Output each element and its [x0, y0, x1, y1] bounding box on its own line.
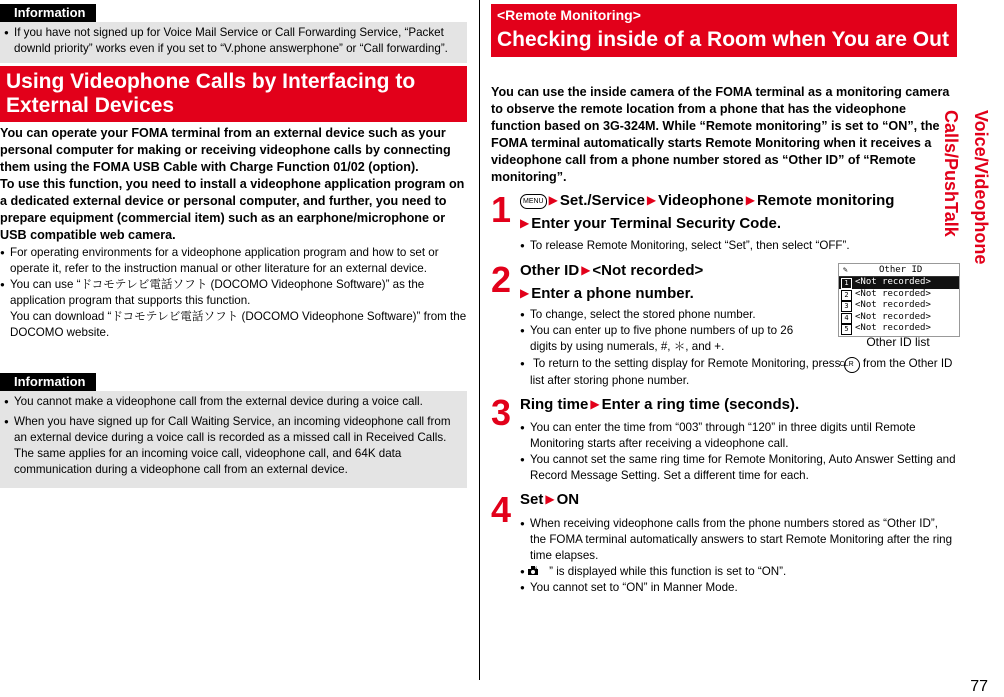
- step-number: 4: [491, 489, 512, 530]
- info-bullet: ● When you have signed up for Call Waiting Service, an incoming videophone call from an external device during a voice call is recorded as a missed call in Received Calls.: [4, 414, 463, 446]
- step-4-bullet: ● When receiving videophone calls from the phone numbers stored as “Other ID”, the FOMA terminal automatically answers to start Remote Monitoring after the ring time elapses.: [520, 516, 956, 564]
- step-2-item: <Not recorded>: [592, 262, 704, 279]
- step-1-bullet: ● To release Remote Monitoring, select “Set”, then select “OFF”.: [520, 238, 970, 254]
- menu-key-icon: MENU: [520, 194, 547, 209]
- remote-monitoring-icon: [537, 565, 549, 576]
- step-number: 3: [491, 392, 512, 433]
- step-4-bullet: ● ” is displayed while this function is set to “ON”.: [520, 564, 956, 580]
- right-title: Checking inside of a Room when You are Out: [497, 28, 949, 51]
- info-bullet: ● If you have not signed up for Voice Mail Service or Call Forwarding Service, “Packet downld priority” works even if you set to “V.phone answerphone” or “Call forwarding”.: [4, 25, 463, 57]
- step-2-item: Enter a phone number.: [531, 285, 694, 302]
- step-2-bullet: ● To return to the setting display for Remote Monitoring, press CLR from the Other ID list after storing phone number.: [520, 356, 966, 389]
- step-4-bullet: ● You cannot set to “ON” in Manner Mode.: [520, 580, 956, 596]
- step-4-item: ON: [556, 491, 580, 508]
- screen-title: ✎ Other ID: [839, 264, 959, 277]
- left-body: [0, 125, 467, 341]
- arrow-icon: ▶: [646, 193, 657, 207]
- other-id-screen: [838, 263, 960, 337]
- intro-paragraph: You can operate your FOMA terminal from an external device such as your personal computer for making or receiving videophone calls by connecting them using the FOMA USB Cable with Charge Function 01/02 (option).: [0, 126, 451, 174]
- arrow-icon: ▶: [548, 193, 558, 207]
- column-divider: [479, 0, 480, 680]
- step-1-item: Remote monitoring: [756, 192, 895, 209]
- step-4-item: Set: [520, 491, 544, 508]
- info-label: Information: [0, 373, 96, 391]
- step-3-item: Ring time: [520, 396, 589, 413]
- step-1-text: [520, 189, 960, 235]
- step-3-item: Enter a ring time (seconds).: [601, 396, 800, 413]
- list-item: 2 <Not recorded>: [839, 289, 959, 301]
- arrow-icon: ▶: [520, 216, 530, 230]
- info-label: Information: [0, 4, 96, 22]
- page-number: 77: [970, 678, 988, 695]
- body-bullet: ● For operating environments for a videophone application program and how to set or operate it, refer to the instruction manual or other literature for an external device.: [0, 245, 467, 277]
- body-bullet-cont: You can download “ドコモテレビ電話ソフト (DOCOMO Videophone Software)” from the DOCOMO website.: [10, 310, 467, 339]
- step-3-bullet: ● You can enter the time from “003” through “120” in three digits until Remote Monitoring starts after receiving a videophone call.: [520, 420, 956, 452]
- side-section-title: Voice/Videophone Calls/PushTalk: [941, 110, 991, 265]
- arrow-icon: ▶: [590, 397, 600, 411]
- list-item: 5 <Not recorded>: [839, 323, 959, 335]
- step-1-item: Videophone: [658, 192, 744, 209]
- step-2-bullet: ● To change, select the stored phone number.: [520, 307, 815, 323]
- right-header: [491, 4, 957, 57]
- clr-key-icon: CLR: [844, 357, 860, 373]
- step-2-text: [520, 259, 820, 305]
- list-item: 3 <Not recorded>: [839, 300, 959, 312]
- step-1-item: Enter your Terminal Security Code.: [531, 215, 782, 232]
- arrow-icon: ▶: [745, 193, 755, 207]
- sub-label: <Remote Monitoring>: [497, 7, 641, 23]
- info-box-1: [0, 4, 467, 63]
- intro-paragraph-2: To use this function, you need to install a videophone application program on a dedicated external device or personal computer, and further, you need to prepare equipment (commercial item) such as an earphone/microphone or USB compatible web camera.: [0, 177, 465, 242]
- arrow-icon: ▶: [581, 263, 591, 277]
- step-2-bullets: [520, 307, 815, 355]
- info-bullet: ● You cannot make a videophone call from the external device during a voice call.: [4, 394, 463, 410]
- step-3-text: [520, 393, 960, 416]
- list-item: 4 <Not recorded>: [839, 312, 959, 324]
- step-number: 2: [491, 259, 512, 300]
- step-1-item: Set./Service: [559, 192, 645, 209]
- info-box-2: [0, 373, 467, 488]
- right-intro: You can use the inside camera of the FOMA terminal as a monitoring camera to observe the remote location from a phone that has the videophone function based on 3G-324M. While “Remote monitoring” is set to “ON”, the FOMA terminal automatically starts Remote Monitoring when it receives a videophone call from a phone number stored as “Other ID” of “Remote monitoring”.: [491, 85, 950, 184]
- arrow-icon: ▶: [545, 492, 555, 506]
- step-4-bullets: [520, 516, 956, 596]
- list-item: 1 <Not recorded>: [839, 277, 959, 289]
- step-3-bullets: [520, 420, 956, 484]
- step-2-bullet: ● You can enter up to five phone numbers of up to 26 digits by using numerals, #, ＊, and +.: [520, 323, 815, 355]
- body-bullet: ● You can use “ドコモテレビ電話ソフト (DOCOMO Videophone Software)” as the application program that supports this function.: [0, 277, 467, 309]
- info-bullet-cont: The same applies for an incoming voice call, videophone call, and 64K data communication during a videophone call from an external device.: [14, 447, 402, 476]
- section-title: Using Videophone Calls by Interfacing to External Devices: [0, 66, 467, 122]
- step-number: 1: [491, 189, 512, 230]
- step-3-bullet: ● You cannot set the same ring time for Remote Monitoring, Auto Answer Setting and Record Message Setting. Set a different time for each.: [520, 452, 956, 484]
- screen-caption: Other ID list: [866, 335, 930, 349]
- arrow-icon: ▶: [520, 286, 530, 300]
- step-2-item: Other ID: [520, 262, 580, 279]
- pencil-icon: ✎: [843, 265, 848, 274]
- step-4-text: [520, 488, 960, 511]
